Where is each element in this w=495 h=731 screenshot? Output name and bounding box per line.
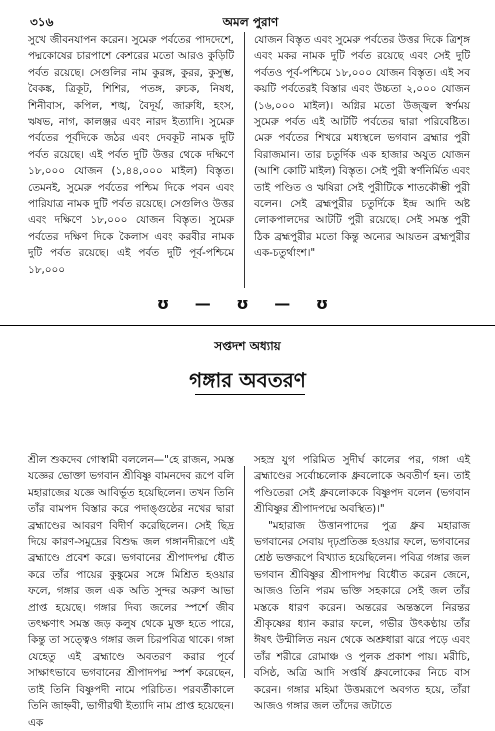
title-underline [195, 394, 305, 395]
chapter-heading: সপ্তদশ অধ্যায় [214, 339, 281, 353]
bottom-left-column [28, 452, 234, 731]
running-title: অমল পুরাণ [222, 15, 279, 29]
bottom-right-column [254, 452, 470, 715]
chapter-title: গঙ্গার অবতরণ [189, 368, 306, 392]
page-number: ৩১৬ [30, 15, 54, 29]
column-divider [244, 32, 245, 288]
paragraph: "মহারাজ উত্তানপাদের পুত্র ধ্রুব মহারাজ ভগবানের সেবায় দৃঢ়প্রতিজ্ঞ হওয়ার ফলে, ভগবানের শ্রেষ্ঠ ভক্তরূপে বিখ্যাত হয়েছিলেন। পবিত্র গঙ্গার জল ভগবান শ্রীবিষ্ণুর শ্রীপাদপদ্ম বিধৌত করেন জেনে, আজও তিনি পরম ভক্তি সহকারে সেই জল তাঁর মস্তকে ধারণ করেন। অন্তরের অন্তস্তলে নিরন্তর শ্রীকৃষ্ণের ধ্যান করার ফলে, গভীর উৎকণ্ঠায় তাঁর ঈষৎ উন্মীলিত নয়ন থেকে অশ্রুধারা ঝরে পড়ে এবং তাঁর শরীরে রোমাঞ্চ ও পুলক প্রকাশ পায়। মরীচি, বসিষ্ঠ, অত্রি আদি সপ্তর্ষি ধ্রুবলোকের নিচে বাস করেন। গঙ্গার মহিমা উত্তমরূপে অবগত হয়ে, তাঁরা আজও গঙ্গার জল তাঁদের জটাতে [254, 519, 470, 713]
paragraph: শ্রীল শুকদেব গোস্বামী বললেন—"হে রাজন, সমস্ত যজ্ঞের ভোক্তা ভগবান শ্রীবিষ্ণু বামনদেব রূপে বলি মহারাজের যজ্ঞে আবির্ভূত হয়েছিলেন। তখন তিনি তাঁর বামপদ বিস্তার করে পদাঙ্গুষ্ঠের নখের দ্বারা ব্রহ্মাণ্ডের আবরণ বিদীর্ণ করেছিলেন। সেই ছিদ্র দিয়ে কারণ-সমুদ্রের বিশুদ্ধ জল গঙ্গানদীরূপে এই ব্রহ্মাণ্ডে প্রবেশ করে। ভগবানের শ্রীপাদপদ্ম ধৌত করে তাঁর পায়ের কুঙ্কুমের সঙ্গে মিশ্রিত হওয়ার ফলে, গঙ্গার জল এক অতি সুন্দর অরুণ আভা প্রাপ্ত হয়েছে। গঙ্গার দিব্য জলের স্পর্শে জীব তৎক্ষণাৎ সমস্ত জড় কলুষ থেকে মুক্ত হতে পারে, কিন্তু তা সত্ত্বেও গঙ্গার জল চিরপবিত্র থাকে। গঙ্গা যেহেতু এই ব্রহ্মাণ্ডে অবতরণ করার পূর্বে সাক্ষাৎভাবে ভগবানের শ্রীপাদপদ্ম স্পর্শ করেছেন, তাই তিনি বিষ্ণুপদী নামে পরিচিত। পরবর্তীকালে তিনি জাহ্নবী, ভাগীরথী ইত্যাদি নাম প্রাপ্ত হয়েছেন। এক [28, 454, 234, 729]
top-left-column [28, 32, 234, 278]
top-right-column [254, 32, 470, 262]
paragraph: সুখে জীবনযাপন করেন। সুমেরু পর্বতের পাদদেশে, পদ্মকোষের চারপাশে কেশরের মতো আরও কুড়িটি পর্বত রয়েছে। সেগুলির নাম কুরঙ্গ, কুরর, কুসুম্ভ, বৈকঙ্ক, ত্রিকূট, শিশির, পতঙ্গ, রুচক, নিষধ, শিনীবাস, কপিল, শঙ্খ, বৈদূর্য, জারুধি, হংস, ঋষভ, নাগ, কালঞ্জর এবং নারদ ইত্যাদি। সুমেরু পর্বতের পূর্বদিকে জঠর এবং দেবকূট নামক দুটি পর্বত রয়েছে। এই পর্বত দুটি উত্তর থেকে দক্ষিণে ১৮,০০০ যোজন (১,৪৪,০০০ মাইল) বিস্তৃত। তেমনই, সুমেরু পর্বতের পশ্চিম দিকে পবন এবং পারিযাত্র নামক দুটি পর্বত রয়েছে। সেগুলিও উত্তর এবং দক্ষিণে ১৮,০০০ যোজন বিস্তৃত। সুমেরু পর্বতের দক্ষিণ দিকে কৈলাস এবং করবীর নামক দুটি পর্বত রয়েছে। এই পর্বত দুটি পূর্ব-পশ্চিমে ১৮,০০০ [28, 34, 234, 276]
page-header [30, 14, 471, 34]
section-divider [0, 325, 495, 326]
section-ornament: ʊ — ʊ — ʊ [156, 294, 339, 313]
paragraph: সহস্র যুগ পরিমিত সুদীর্ঘ কালের পর, গঙ্গা এই ব্রহ্মাণ্ডের সর্বোচ্চলোক ধ্রুবলোকে অবতীর্ণ হন। তাই পণ্ডিতেরা সেই ধ্রুবলোককে বিষ্ণুপদ বলেন (ভগবান শ্রীবিষ্ণুর শ্রীপাদপদ্মে অবস্থিত)।" [254, 454, 470, 516]
column-divider [244, 466, 245, 678]
paragraph: যোজন বিস্তৃত এবং সুমেরু পর্বতের উত্তর দিকে ত্রিশৃঙ্গ এবং মকর নামক দুটি পর্বত রয়েছে এবং সেই দুটি পর্বতও পূর্ব-পশ্চিমে ১৮,০০০ যোজন বিস্তৃত। এই সব কয়টি পর্বতেরই বিস্তার এবং উচ্চতা ২,০০০ যোজন (১৬,০০০ মাইল)। অগ্নির মতো উজ্জ্বল স্বর্ণময় সুমেরু পর্বত এই আটটি পর্বতের দ্বারা পরিবেষ্টিত। মেরু পর্বতের শিখরে মধ্যস্থলে ভগবান ব্রহ্মার পুরী বিরাজমান। তার চতুর্দিক এক হাজার অযুত যোজন (আশি কোটি মাইল) বিস্তৃত। সেই পুরী স্বর্ণনির্মিত এবং তাই পণ্ডিত ও ঋষিরা সেই পুরীটিকে শাতকৌম্ভী পুরী বলেন। সেই ব্রহ্মপুরীর চতুর্দিকে ইন্দ্র আদি অষ্ট লোকপালদের আটটি পুরী রয়েছে। সেই সমস্ত পুরী ঠিক ব্রহ্মপুরীর মতো কিন্তু অন্যের আয়তন ব্রহ্মপুরীর এক-চতুর্থাংশ।" [254, 34, 470, 260]
